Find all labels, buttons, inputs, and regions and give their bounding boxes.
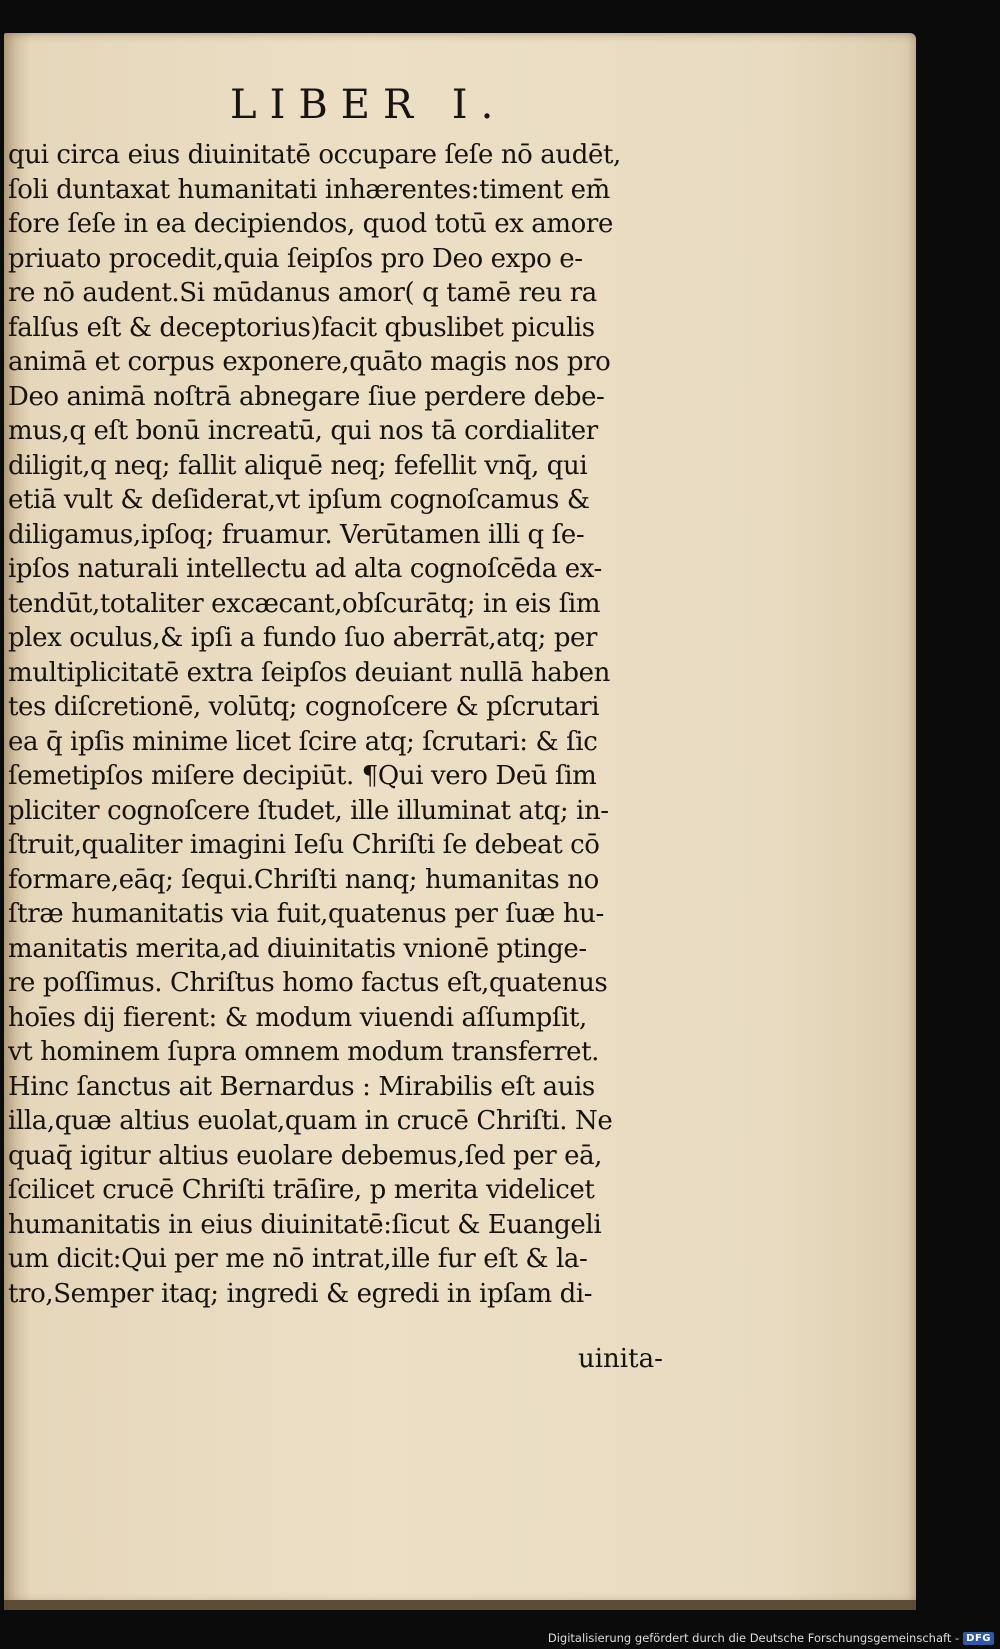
- running-head: LIBER I.: [230, 82, 507, 128]
- text-line: ea q̄ ipſis minime licet ſcire atq; ſcrutari: & ſic: [8, 726, 598, 757]
- text-line: ipſos naturali intellectu ad alta cognoſcēda ex-: [8, 554, 602, 584]
- text-line: plex oculus,& ipſi a fundo ſuo aberrāt,atq; per: [8, 623, 598, 653]
- text-line: ſtruit,qualiter imagini Ieſu Chriſti ſe debeat cō: [8, 830, 600, 860]
- digitization-credit: [548, 1631, 994, 1645]
- page-bottom-edge: [4, 1600, 916, 1610]
- text-line: tes diſcretionē, volūtq; cognoſcere & pſcrutari: [8, 692, 600, 722]
- text-line: priuato procedit,quia ſeipſos pro Deo expo e-: [8, 243, 583, 274]
- text-line: Deo animā noſtrā abnegare ſiue perdere debe-: [8, 381, 605, 412]
- text-line: formare,eāq; ſequi.Chriſti nanq; humanitas no: [8, 864, 599, 895]
- text-line: pliciter cognoſcere ſtudet, ille illuminat atq; in-: [8, 795, 609, 826]
- text-line: Hinc ſanctus ait Bernardus : Mirabilis eſt auis: [8, 1071, 595, 1102]
- text-line: ſcilicet crucē Chriſti trāſire, p merita videlicet: [8, 1175, 595, 1205]
- text-line: qui circa eius diuinitatē occupare ſeſe nō audēt,: [8, 140, 621, 170]
- text-line: um dicit:Qui per me nō intrat,ille fur eſt & la-: [8, 1244, 588, 1274]
- text-line: etiā vult & deſiderat,vt ipſum cognoſcamus &: [8, 485, 590, 515]
- text-line: re nō audent.Si mūdanus amor( q tamē reu ra: [8, 278, 597, 308]
- text-line: illa,quæ altius euolat,quam in crucē Chriſti. Ne: [8, 1106, 613, 1136]
- text-line: fore ſeſe in ea decipiendos, quod totū ex amore: [8, 209, 613, 239]
- text-line: ſemetipſos miſere decipiūt. ¶Qui vero Deū ſim: [8, 761, 597, 791]
- dfg-logo-icon: DFG: [963, 1632, 994, 1645]
- text-line: animā et corpus exponere,quāto magis nos pro: [8, 347, 611, 377]
- text-line: multiplicitatē extra ſeipſos deuiant nullā haben: [8, 657, 610, 688]
- text-line: ſoli duntaxat humanitati inhærentes:timent em̄: [8, 174, 610, 205]
- text-block: [8, 138, 698, 1311]
- text-line: ſtræ humanitatis via fuit,quatenus per ſuæ hu-: [8, 899, 604, 929]
- text-line: mus,q eſt bonū increatū, qui nos tā cordialiter: [8, 416, 598, 446]
- text-line: tro,Semper itaq; ingredi & egredi in ipſam di-: [8, 1278, 593, 1309]
- credit-text: Digitalisierung gefördert durch die Deutsche Forschungsgemeinschaft -: [547, 1631, 960, 1645]
- text-line: re poſſimus. Chriſtus homo factus eſt,quatenus: [8, 968, 608, 998]
- text-line: quaq̄ igitur altius euolare debemus,ſed per eā,: [8, 1140, 603, 1171]
- text-line: diligit,q neq; fallit aliquē neq; fefellit vnq̄, qui: [8, 450, 588, 481]
- text-line: tendūt,totaliter excæcant,obſcurātq; in eis ſim: [8, 588, 601, 619]
- text-line: vt hominem ſupra omnem modum transferret.: [8, 1037, 600, 1067]
- text-line: humanitatis in eius diuinitatē:ſicut & Euangeli: [8, 1209, 602, 1240]
- text-line: manitatis merita,ad diuinitatis vnionē ptinge-: [8, 933, 587, 964]
- catchword: uinita-: [578, 1344, 663, 1374]
- text-line: diligamus,ipſoq; fruamur. Verūtamen illi q ſe-: [8, 519, 585, 550]
- text-line: falſus eſt & deceptorius)facit qbuslibet piculis: [8, 312, 595, 343]
- text-line: hoīes dij fierent: & modum viuendi aſſumpſit,: [8, 1002, 587, 1033]
